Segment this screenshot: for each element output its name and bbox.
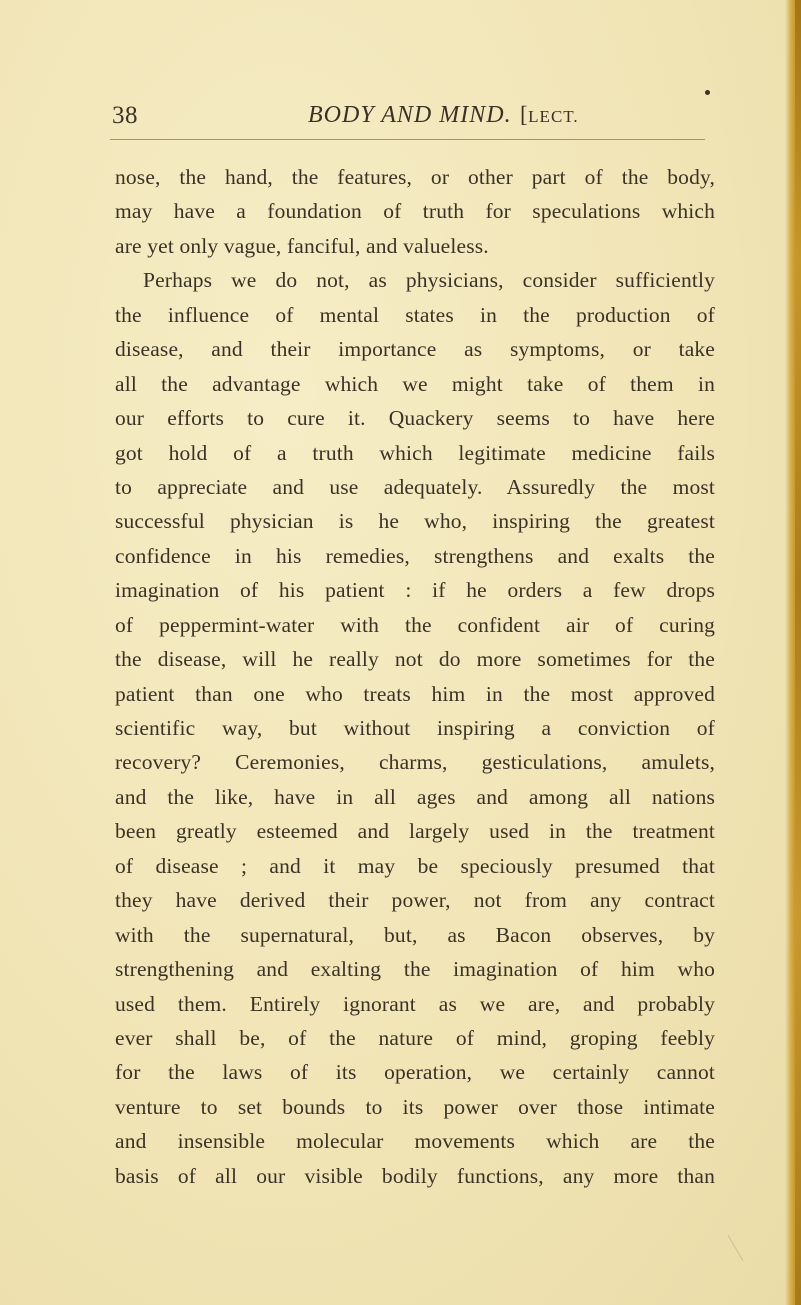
text-line: our efforts to cure it. Quackery seems to have here xyxy=(115,406,715,431)
text-line: with the supernatural, but, as Bacon observes, by xyxy=(115,922,715,947)
text-line: they have derived their power, not from any contract xyxy=(115,888,715,913)
text-line: recovery? Ceremonies, charms, gesticulations, amulets, xyxy=(115,750,715,775)
ink-dot-mark xyxy=(705,90,710,95)
text-line: patient than one who treats him in the most approved xyxy=(115,681,715,706)
text-line: been greatly esteemed and largely used in the treatment xyxy=(115,819,715,844)
text-line: scientific way, but without inspiring a conviction of xyxy=(115,716,715,740)
section-label-text: LECT. xyxy=(528,107,579,126)
text-line: and the like, have in all ages and among all nations xyxy=(115,784,715,809)
text-line: and insensible molecular movements which are the xyxy=(115,1129,715,1154)
text-line: used them. Entirely ignorant as we are, and probably xyxy=(115,991,715,1016)
text-line: of disease ; and it may be speciously presumed that xyxy=(115,853,715,878)
text-line: ever shall be, of the nature of mind, groping feebly xyxy=(115,1025,715,1050)
text-line: venture to set bounds to its power over those intimate xyxy=(115,1094,715,1119)
text-line: nose, the hand, the features, or other part of the body, xyxy=(115,165,715,189)
header-rule xyxy=(110,139,705,140)
text-line: imagination of his patient : if he orders a few drops xyxy=(115,578,715,603)
paragraph-start-line: Perhaps we do not, as physicians, consider sufficiently xyxy=(143,268,715,293)
text-line: basis of all our visible bodily functions, any more than xyxy=(115,1163,715,1188)
running-title: BODY AND MIND. xyxy=(308,102,512,128)
text-line: the influence of mental states in the production of xyxy=(115,302,715,327)
text-line: to appreciate and use adequately. Assuredly the most xyxy=(115,474,715,499)
text-line: got hold of a truth which legitimate medicine fails xyxy=(115,440,715,465)
section-label xyxy=(520,102,579,128)
text-line: are yet only vague, fanciful, and valueless. xyxy=(115,233,489,258)
text-line: the disease, will he really not do more sometimes for the xyxy=(115,647,715,672)
page-number: 38 xyxy=(112,102,138,129)
running-header xyxy=(112,102,712,142)
text-line: for the laws of its operation, we certainly cannot xyxy=(115,1060,715,1085)
body-text xyxy=(115,160,715,1193)
text-line: all the advantage which we might take of them in xyxy=(115,371,715,396)
text-line: of peppermint-water with the confident air of curing xyxy=(115,612,715,637)
text-line: confidence in his remedies, strengthens and exalts the xyxy=(115,543,715,568)
page-edge-gilt xyxy=(795,0,801,1305)
text-line: may have a foundation of truth for speculations which xyxy=(115,199,715,224)
text-line: strengthening and exalting the imagination of him who xyxy=(115,957,715,982)
text-line: successful physician is he who, inspiring the greatest xyxy=(115,509,715,534)
text-line: disease, and their importance as symptoms, or take xyxy=(115,337,715,362)
section-bracket: [ xyxy=(520,102,529,127)
